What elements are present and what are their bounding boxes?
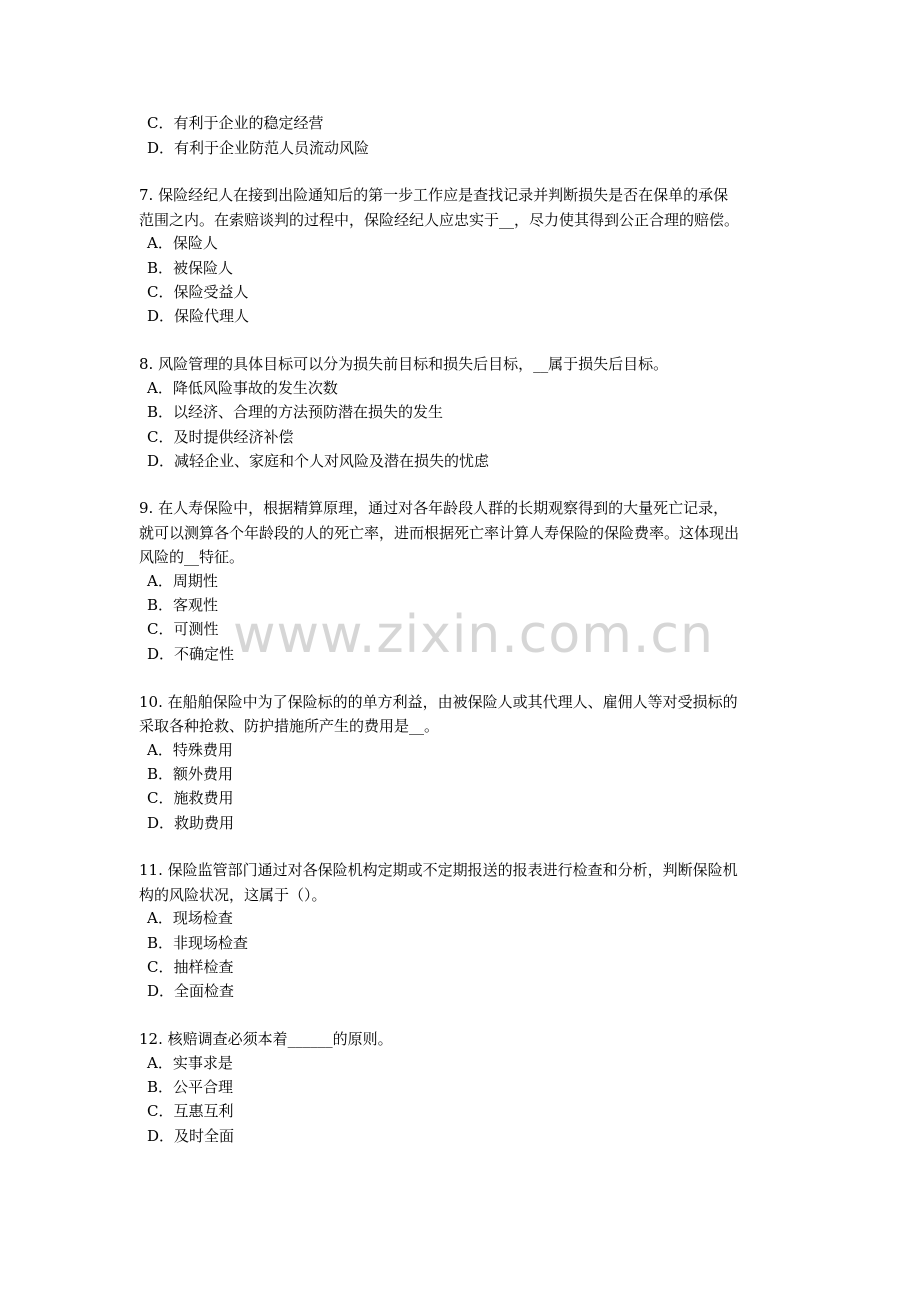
question-text: 7. 保险经纪人在接到出险通知后的第一步工作应是查找记录并判断损失是否在保单的承保 [139, 186, 729, 204]
answer-option: D．保险代理人 [147, 307, 250, 325]
watermark: www.zixin.com.cn [233, 605, 714, 665]
answer-option: C．施救费用 [147, 789, 234, 807]
answer-option: D．全面检查 [147, 982, 235, 1000]
answer-option: C．可测性 [147, 620, 219, 638]
question-text: 12. 核赔调查必须本着______的原则。 [139, 1030, 393, 1048]
answer-option: D．及时全面 [147, 1127, 235, 1145]
question-text: 11. 保险监管部门通过对各保险机构定期或不定期报送的报表进行检查和分析，判断保险机 [139, 861, 738, 879]
answer-option: D．救助费用 [147, 814, 235, 832]
answer-option: A．实事求是 [147, 1054, 233, 1072]
answer-option: B．客观性 [147, 596, 219, 614]
question-text: 10. 在船舶保险中为了保险标的的单方利益，由被保险人或其代理人、雇佣人等对受损标的 [139, 693, 738, 711]
answer-option: A．现场检查 [147, 909, 233, 927]
question-text: 范围之内。在索赔谈判的过程中，保险经纪人应忠实于__，尽力使其得到公正合理的赔偿。 [139, 211, 740, 229]
answer-option: C．及时提供经济补偿 [147, 428, 294, 446]
answer-option: A．保险人 [147, 234, 218, 252]
answer-option: A．特殊费用 [147, 741, 233, 759]
answer-option: C．互惠互利 [147, 1102, 234, 1120]
answer-option: B．公平合理 [147, 1078, 234, 1096]
question-text: 9. 在人寿保险中，根据精算原理，通过对各年龄段人群的长期观察得到的大量死亡记录， [139, 499, 729, 517]
answer-option: A．周期性 [147, 572, 218, 590]
question-text: 风险的__特征。 [139, 548, 245, 566]
answer-option: B．以经济、合理的方法预防潜在损失的发生 [147, 403, 444, 421]
question-text: 构的风险状况，这属于（）。 [139, 886, 327, 904]
answer-option: B．非现场检查 [147, 934, 249, 952]
answer-option: D．减轻企业、家庭和个人对风险及潜在损失的忧虑 [147, 452, 490, 470]
answer-option: B．被保险人 [147, 259, 234, 277]
question-text: 采取各种抢救、防护措施所产生的费用是__。 [139, 717, 440, 735]
answer-option: B．额外费用 [147, 765, 234, 783]
answer-option: D．不确定性 [147, 645, 235, 663]
answer-option: A．降低风险事故的发生次数 [147, 379, 338, 397]
question-text: 就可以测算各个年龄段的人的死亡率，进而根据死亡率计算人寿保险的保险费率。这体现出 [139, 524, 740, 542]
answer-option: C．保险受益人 [147, 283, 249, 301]
answer-option: D．有利于企业防范人员流动风险 [147, 139, 370, 157]
answer-option: C．有利于企业的稳定经营 [147, 114, 324, 132]
question-text: 8. 风险管理的具体目标可以分为损失前目标和损失后目标，__属于损失后目标。 [139, 355, 669, 373]
answer-option: C．抽样检查 [147, 958, 234, 976]
